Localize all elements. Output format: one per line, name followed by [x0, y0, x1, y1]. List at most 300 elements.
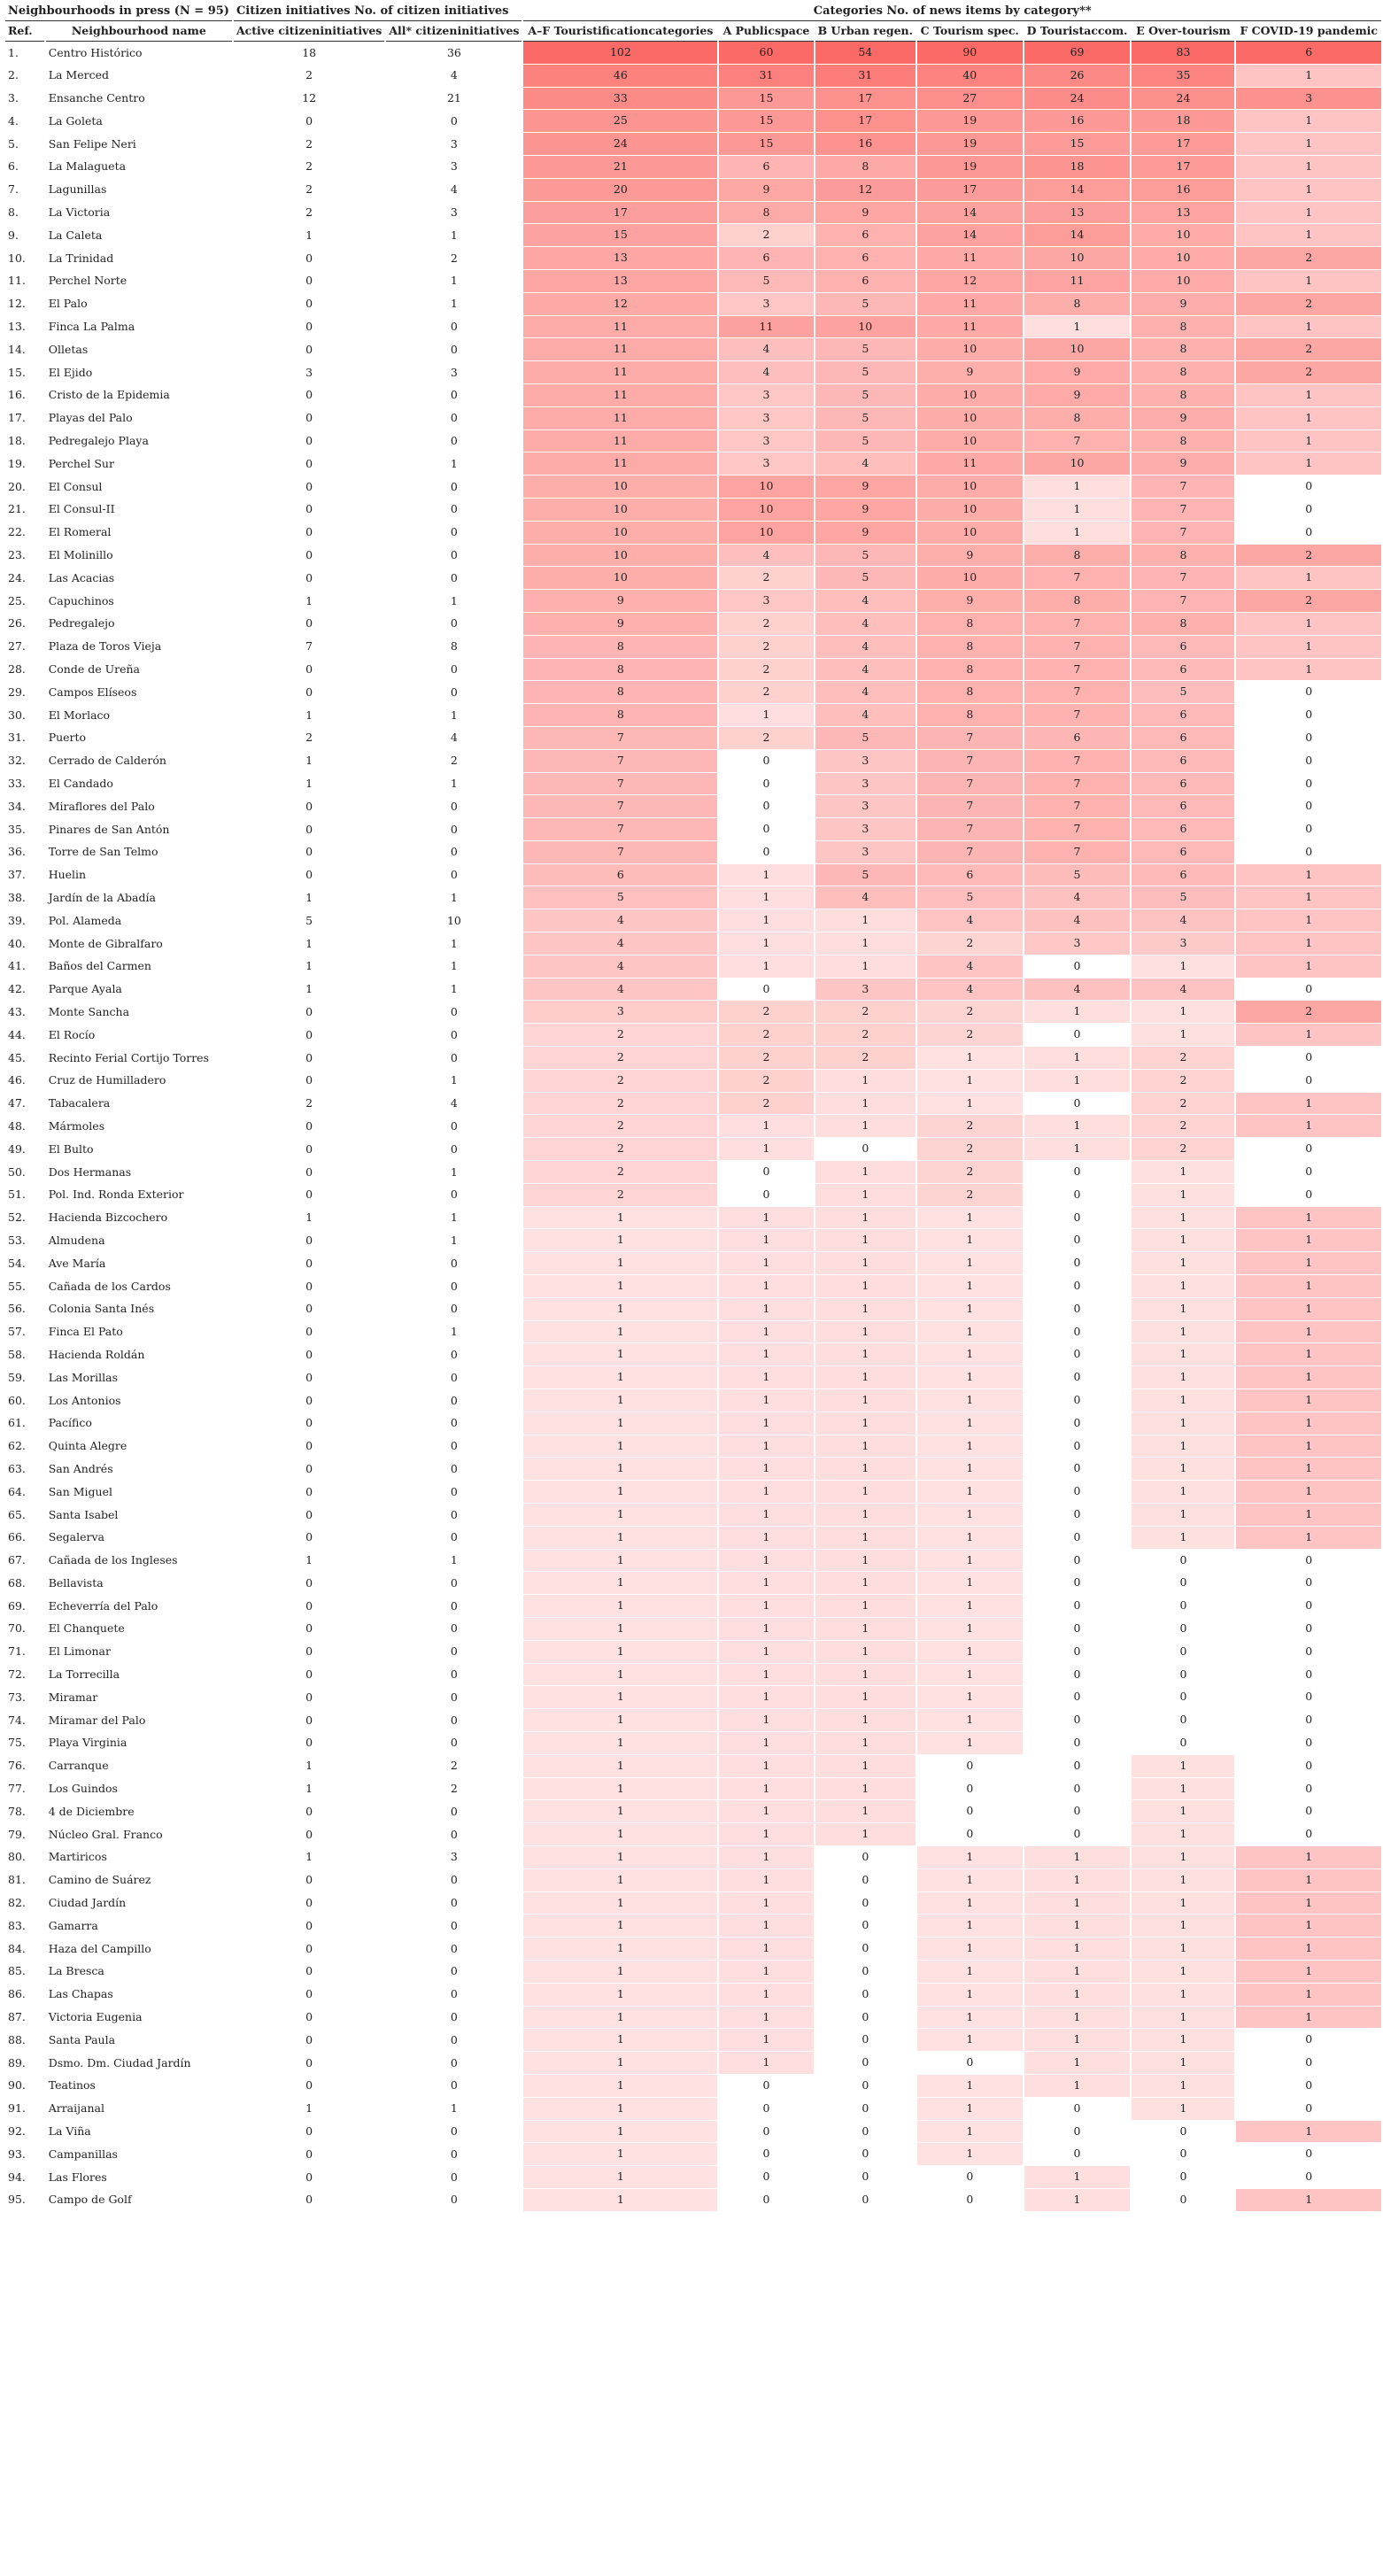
table-row	[5, 1572, 1381, 1595]
cell-name: Martiricos	[48, 1850, 107, 1864]
cell-ref: 71.	[8, 1644, 26, 1659]
table-row	[5, 1366, 1381, 1389]
cell-cat-c: 1	[917, 1252, 1023, 1275]
cell-all-initiatives: 0	[450, 479, 458, 493]
cell-active-initiatives: 0	[305, 525, 313, 539]
cell-cat-b: 1	[815, 1366, 916, 1389]
cell-name: Baños del Carmen	[48, 959, 151, 973]
cell-cat-e: 1	[1132, 2098, 1234, 2121]
cell-cat-e: 1	[1132, 1435, 1234, 1458]
cell-cat-e: 7	[1132, 567, 1234, 590]
cell-cat-total: 10	[523, 567, 717, 590]
cell-cat-e: 17	[1132, 156, 1234, 179]
cell-cat-e: 6	[1132, 773, 1234, 796]
cell-cat-b: 1	[815, 909, 916, 932]
cell-cat-b: 0	[815, 2052, 916, 2075]
cell-cat-b: 9	[815, 522, 916, 545]
cell-cat-b: 5	[815, 727, 916, 750]
col-header-cat-c: C Tourism spec.	[917, 21, 1023, 42]
cell-name: Finca El Pato	[48, 1325, 123, 1339]
cell-cat-b: 2	[815, 1001, 916, 1024]
cell-ref: 14.	[8, 342, 26, 356]
cell-name: Recinto Ferial Cortijo Torres	[48, 1050, 209, 1064]
cell-cat-d: 1	[1024, 2052, 1131, 2075]
cell-active-initiatives: 0	[305, 320, 313, 334]
cell-cat-a: 1	[719, 1664, 813, 1687]
cell-cat-f: 2	[1236, 590, 1381, 613]
cell-cat-f: 1	[1236, 1298, 1381, 1321]
cell-name: La Victoria	[48, 205, 111, 220]
cell-cat-a: 1	[719, 1435, 813, 1458]
cell-name: El Consul	[48, 479, 103, 493]
cell-cat-a: 10	[719, 499, 813, 522]
cell-ref: 43.	[8, 1004, 26, 1018]
cell-all-initiatives: 3	[450, 365, 458, 379]
cell-cat-e: 8	[1132, 338, 1234, 361]
cell-name: Hacienda Roldán	[48, 1347, 145, 1361]
cell-cat-d: 7	[1024, 430, 1131, 453]
table-row	[5, 2189, 1381, 2212]
cell-name: La Torrecilla	[48, 1667, 120, 1682]
table-row	[5, 338, 1381, 361]
cell-cat-a: 1	[719, 1618, 813, 1641]
cell-cat-d: 1	[1024, 1915, 1131, 1938]
cell-cat-d: 0	[1024, 1732, 1131, 1755]
cell-name: Perchel Norte	[48, 274, 127, 288]
cell-cat-e: 1	[1132, 1321, 1234, 1344]
cell-ref: 9.	[8, 228, 19, 242]
cell-all-initiatives: 4	[450, 68, 458, 82]
table-row	[5, 773, 1381, 796]
cell-cat-b: 1	[815, 1664, 916, 1687]
cell-active-initiatives: 0	[305, 297, 313, 311]
cell-cat-e: 0	[1132, 1595, 1234, 1618]
cell-cat-c: 2	[917, 1024, 1023, 1047]
table-row	[5, 156, 1381, 179]
cell-cat-d: 7	[1024, 841, 1131, 864]
cell-all-initiatives: 2	[450, 1782, 458, 1796]
cell-cat-d: 8	[1024, 293, 1131, 316]
cell-all-initiatives: 0	[450, 1347, 458, 1361]
cell-cat-d: 10	[1024, 453, 1131, 476]
cell-all-initiatives: 1	[450, 297, 458, 311]
cell-cat-total: 1	[523, 1275, 717, 1298]
col-header-name: Neighbourhood name	[46, 21, 232, 42]
cell-cat-c: 1	[917, 1618, 1023, 1641]
cell-cat-a: 3	[719, 293, 813, 316]
cell-active-initiatives: 0	[305, 2124, 313, 2139]
cell-all-initiatives: 1	[450, 1164, 458, 1179]
cell-cat-c: 8	[917, 704, 1023, 727]
cell-cat-f: 1	[1236, 1366, 1381, 1389]
cell-cat-c: 1	[917, 1229, 1023, 1252]
cell-cat-f: 1	[1236, 1093, 1381, 1116]
cell-cat-f: 0	[1236, 1823, 1381, 1846]
cell-cat-f: 0	[1236, 1686, 1381, 1709]
table-row	[5, 1686, 1381, 1709]
cell-cat-total: 3	[523, 1001, 717, 1024]
cell-ref: 52.	[8, 1211, 26, 1225]
cell-cat-c: 9	[917, 361, 1023, 384]
cell-all-initiatives: 3	[450, 1850, 458, 1864]
cell-cat-d: 1	[1024, 522, 1131, 545]
cell-cat-a: 1	[719, 704, 813, 727]
cell-name: El Bulto	[48, 1141, 94, 1156]
cell-cat-a: 60	[719, 42, 813, 65]
cell-all-initiatives: 0	[450, 2170, 458, 2184]
cell-cat-c: 7	[917, 818, 1023, 841]
cell-cat-e: 1	[1132, 1229, 1234, 1252]
cell-name: Cerrado de Calderón	[48, 754, 166, 768]
cell-cat-f: 0	[1236, 2029, 1381, 2052]
table-row	[5, 42, 1381, 65]
table-row	[5, 1024, 1381, 1047]
cell-cat-a: 1	[719, 1892, 813, 1915]
cell-name: Santa Isabel	[48, 1507, 119, 1521]
cell-cat-b: 17	[815, 88, 916, 111]
cell-all-initiatives: 0	[450, 1941, 458, 1955]
cell-cat-d: 7	[1024, 659, 1131, 682]
table-row	[5, 1709, 1381, 1732]
cell-name: El Candado	[48, 777, 113, 790]
table-row	[5, 932, 1381, 955]
cell-cat-f: 1	[1236, 270, 1381, 293]
cell-all-initiatives: 0	[450, 113, 458, 128]
cell-cat-e: 6	[1132, 704, 1234, 727]
cell-ref: 4.	[8, 113, 19, 128]
cell-cat-d: 7	[1024, 818, 1131, 841]
cell-name: Puerto	[48, 731, 87, 745]
cell-cat-b: 3	[815, 979, 916, 1002]
cell-cat-total: 7	[523, 773, 717, 796]
cell-cat-e: 1	[1132, 1366, 1234, 1389]
cell-cat-d: 18	[1024, 156, 1131, 179]
cell-active-initiatives: 0	[305, 113, 313, 128]
cell-cat-f: 2	[1236, 545, 1381, 568]
cell-cat-b: 1	[815, 1595, 916, 1618]
cell-cat-d: 4	[1024, 909, 1131, 932]
cell-all-initiatives: 0	[450, 320, 458, 334]
cell-cat-f: 1	[1236, 156, 1381, 179]
table-row	[5, 909, 1381, 932]
cell-cat-b: 0	[815, 2029, 916, 2052]
cell-cat-a: 2	[719, 1093, 813, 1116]
cell-cat-e: 1	[1132, 1024, 1234, 1047]
cell-cat-e: 6	[1132, 818, 1234, 841]
cell-cat-total: 1	[523, 1938, 717, 1961]
cell-cat-a: 1	[719, 1321, 813, 1344]
cell-cat-total: 7	[523, 841, 717, 864]
cell-all-initiatives: 0	[450, 1187, 458, 1202]
cell-cat-f: 1	[1236, 2189, 1381, 2212]
cell-ref: 81.	[8, 1873, 26, 1887]
cell-ref: 20.	[8, 479, 26, 493]
cell-cat-f: 0	[1236, 1709, 1381, 1732]
cell-all-initiatives: 3	[450, 205, 458, 220]
cell-cat-d: 1	[1024, 1138, 1131, 1161]
cell-cat-total: 10	[523, 545, 717, 568]
cell-active-initiatives: 2	[305, 68, 313, 82]
cell-all-initiatives: 0	[450, 1621, 458, 1636]
cell-cat-f: 1	[1236, 110, 1381, 133]
cell-cat-d: 0	[1024, 1800, 1131, 1823]
cell-cat-d: 0	[1024, 1709, 1131, 1732]
cell-cat-c: 2	[917, 1001, 1023, 1024]
cell-cat-b: 1	[815, 1275, 916, 1298]
cell-active-initiatives: 0	[305, 1644, 313, 1659]
cell-cat-e: 2	[1132, 1093, 1234, 1116]
cell-cat-d: 1	[1024, 2166, 1131, 2189]
cell-cat-c: 7	[917, 750, 1023, 773]
cell-all-initiatives: 0	[450, 1804, 458, 1818]
cell-cat-b: 0	[815, 2121, 916, 2144]
cell-ref: 64.	[8, 1484, 26, 1498]
cell-cat-total: 1	[523, 2189, 717, 2212]
cell-cat-a: 2	[719, 727, 813, 750]
cell-cat-total: 1	[523, 2143, 717, 2166]
cell-cat-f: 1	[1236, 1915, 1381, 1938]
cell-cat-a: 1	[719, 1481, 813, 1504]
col-header-active: Active citizeninitiatives	[234, 21, 384, 42]
cell-cat-b: 0	[815, 1961, 916, 1984]
cell-active-initiatives: 0	[305, 502, 313, 516]
cell-active-initiatives: 0	[305, 411, 313, 425]
cell-name: Núcleo Gral. Franco	[48, 1827, 163, 1841]
cell-ref: 82.	[8, 1896, 26, 1910]
table-row	[5, 1093, 1381, 1116]
cell-all-initiatives: 0	[450, 1575, 458, 1590]
cell-cat-b: 54	[815, 42, 916, 65]
cell-active-initiatives: 0	[305, 1461, 313, 1475]
cell-cat-b: 1	[815, 1618, 916, 1641]
cell-all-initiatives: 1	[450, 228, 458, 242]
cell-active-initiatives: 0	[305, 1598, 313, 1613]
table-row	[5, 1458, 1381, 1481]
cell-ref: 87.	[8, 2010, 26, 2024]
cell-cat-b: 1	[815, 1755, 916, 1778]
cell-cat-a: 4	[719, 361, 813, 384]
cell-cat-a: 1	[719, 1298, 813, 1321]
cell-cat-total: 1	[523, 2075, 717, 2098]
cell-cat-b: 4	[815, 681, 916, 704]
cell-cat-b: 1	[815, 1527, 916, 1550]
cell-cat-f: 1	[1236, 1846, 1381, 1869]
table-row	[5, 1481, 1381, 1504]
cell-cat-f: 0	[1236, 1641, 1381, 1664]
cell-ref: 57.	[8, 1325, 26, 1339]
cell-name: Almudena	[48, 1233, 105, 1247]
cell-cat-f: 2	[1236, 293, 1381, 316]
cell-cat-total: 21	[523, 156, 717, 179]
cell-cat-b: 1	[815, 1823, 916, 1846]
cell-all-initiatives: 2	[450, 754, 458, 768]
table-row	[5, 567, 1381, 590]
cell-ref: 89.	[8, 2055, 26, 2069]
cell-cat-c: 10	[917, 384, 1023, 407]
cell-cat-d: 1	[1024, 1938, 1131, 1961]
cell-cat-e: 24	[1132, 88, 1234, 111]
cell-active-initiatives: 0	[305, 1370, 313, 1384]
cell-active-initiatives: 12	[302, 91, 317, 105]
table-row	[5, 1961, 1381, 1984]
cell-all-initiatives: 3	[450, 159, 458, 174]
cell-cat-e: 10	[1132, 247, 1234, 270]
cell-cat-d: 0	[1024, 1595, 1131, 1618]
cell-active-initiatives: 0	[305, 1004, 313, 1018]
cell-cat-e: 0	[1132, 1664, 1234, 1687]
cell-cat-d: 1	[1024, 2029, 1131, 2052]
cell-active-initiatives: 0	[305, 1667, 313, 1682]
cell-ref: 44.	[8, 1027, 26, 1041]
cell-cat-c: 5	[917, 886, 1023, 909]
cell-cat-d: 0	[1024, 1252, 1131, 1275]
cell-cat-c: 1	[917, 2029, 1023, 2052]
cell-all-initiatives: 0	[450, 2010, 458, 2024]
cell-cat-c: 8	[917, 613, 1023, 636]
cell-cat-e: 1	[1132, 1412, 1234, 1435]
cell-cat-d: 7	[1024, 681, 1131, 704]
cell-cat-e: 0	[1132, 1732, 1234, 1755]
cell-cat-c: 10	[917, 476, 1023, 499]
cell-active-initiatives: 2	[305, 731, 313, 745]
cell-name: Las Chapas	[48, 1987, 113, 2001]
cell-cat-b: 1	[815, 1229, 916, 1252]
cell-ref: 8.	[8, 205, 19, 220]
table-row	[5, 2098, 1381, 2121]
cell-cat-total: 11	[523, 407, 717, 430]
cell-cat-total: 8	[523, 659, 717, 682]
cell-cat-f: 0	[1236, 773, 1381, 796]
cell-cat-a: 1	[719, 1595, 813, 1618]
cell-cat-e: 1	[1132, 1275, 1234, 1298]
cell-cat-total: 1	[523, 1778, 717, 1801]
cell-all-initiatives: 4	[450, 731, 458, 745]
cell-all-initiatives: 0	[450, 1302, 458, 1316]
table-row	[5, 1161, 1381, 1184]
group-header-categories: Categories No. of news items by category**	[523, 2, 1381, 21]
cell-active-initiatives: 0	[305, 434, 313, 448]
cell-cat-a: 0	[719, 2121, 813, 2144]
cell-cat-e: 1	[1132, 1504, 1234, 1527]
cell-ref: 15.	[8, 365, 26, 379]
table-row	[5, 1252, 1381, 1275]
cell-cat-d: 0	[1024, 1458, 1131, 1481]
cell-cat-b: 0	[815, 1984, 916, 2007]
cell-all-initiatives: 0	[450, 2147, 458, 2161]
cell-cat-c: 10	[917, 499, 1023, 522]
cell-ref: 30.	[8, 708, 26, 722]
cell-cat-a: 1	[719, 955, 813, 979]
cell-active-initiatives: 0	[305, 1873, 313, 1887]
cell-name: Pinares de San Antón	[48, 822, 170, 836]
cell-active-initiatives: 0	[305, 342, 313, 356]
cell-cat-f: 2	[1236, 361, 1381, 384]
cell-ref: 75.	[8, 1736, 26, 1750]
cell-active-initiatives: 1	[305, 890, 313, 904]
cell-cat-total: 102	[523, 42, 717, 65]
cell-all-initiatives: 1	[450, 593, 458, 607]
cell-cat-e: 1	[1132, 1481, 1234, 1504]
cell-all-initiatives: 0	[450, 1713, 458, 1727]
cell-cat-f: 1	[1236, 864, 1381, 887]
cell-ref: 42.	[8, 982, 26, 996]
cell-ref: 23.	[8, 548, 26, 562]
table-row	[5, 1664, 1381, 1687]
cell-cat-a: 1	[719, 1504, 813, 1527]
cell-cat-total: 11	[523, 453, 717, 476]
cell-ref: 12.	[8, 297, 26, 311]
cell-cat-a: 1	[719, 2029, 813, 2052]
cell-cat-b: 1	[815, 1572, 916, 1595]
cell-cat-b: 1	[815, 1641, 916, 1664]
cell-cat-total: 2	[523, 1093, 717, 1116]
cell-cat-b: 0	[815, 2098, 916, 2121]
cell-cat-b: 0	[815, 2189, 916, 2212]
cell-cat-d: 1	[1024, 2189, 1131, 2212]
cell-active-initiatives: 0	[305, 1896, 313, 1910]
cell-active-initiatives: 0	[305, 1118, 313, 1133]
cell-cat-d: 0	[1024, 1298, 1131, 1321]
cell-cat-d: 4	[1024, 979, 1131, 1002]
cell-cat-b: 1	[815, 1800, 916, 1823]
cell-cat-total: 1	[523, 1366, 717, 1389]
cell-active-initiatives: 0	[305, 1827, 313, 1841]
cell-cat-d: 1	[1024, 1892, 1131, 1915]
cell-cat-total: 1	[523, 1389, 717, 1412]
group-header-citizen-initiatives: Citizen initiatives No. of citizen initiatives	[234, 2, 522, 21]
cell-cat-f: 1	[1236, 1984, 1381, 2007]
cell-cat-f: 1	[1236, 955, 1381, 979]
cell-cat-total: 1	[523, 1709, 717, 1732]
cell-cat-e: 6	[1132, 659, 1234, 682]
cell-all-initiatives: 0	[450, 1896, 458, 1910]
table-row	[5, 681, 1381, 704]
cell-ref: 1.	[8, 45, 19, 59]
cell-cat-c: 7	[917, 841, 1023, 864]
cell-name: Huelin	[48, 868, 87, 882]
cell-cat-c: 1	[917, 1641, 1023, 1664]
cell-cat-a: 1	[719, 2007, 813, 2030]
cell-cat-a: 1	[719, 1641, 813, 1664]
cell-cat-d: 0	[1024, 2098, 1131, 2121]
cell-cat-f: 0	[1236, 1732, 1381, 1755]
cell-ref: 54.	[8, 1256, 26, 1270]
cell-cat-e: 17	[1132, 133, 1234, 156]
cell-cat-total: 1	[523, 1572, 717, 1595]
cell-cat-f: 1	[1236, 453, 1381, 476]
table-row	[5, 1915, 1381, 1938]
cell-cat-c: 8	[917, 659, 1023, 682]
cell-cat-f: 1	[1236, 1024, 1381, 1047]
cell-all-initiatives: 0	[450, 2032, 458, 2046]
cell-cat-e: 1	[1132, 1869, 1234, 1892]
cell-cat-c: 1	[917, 1343, 1023, 1366]
cell-cat-c: 1	[917, 1938, 1023, 1961]
cell-cat-d: 7	[1024, 613, 1131, 636]
cell-cat-c: 1	[917, 1321, 1023, 1344]
table-row	[5, 750, 1381, 773]
cell-cat-f: 1	[1236, 1435, 1381, 1458]
cell-cat-b: 0	[815, 1869, 916, 1892]
cell-cat-c: 1	[917, 1047, 1023, 1070]
cell-name: Finca La Palma	[48, 320, 135, 334]
col-header-cat-b: B Urban regen.	[815, 21, 916, 42]
cell-all-initiatives: 0	[450, 1370, 458, 1384]
cell-cat-f: 1	[1236, 1458, 1381, 1481]
table-row	[5, 1755, 1381, 1778]
cell-all-initiatives: 0	[450, 1987, 458, 2001]
cell-active-initiatives: 1	[305, 1211, 313, 1225]
